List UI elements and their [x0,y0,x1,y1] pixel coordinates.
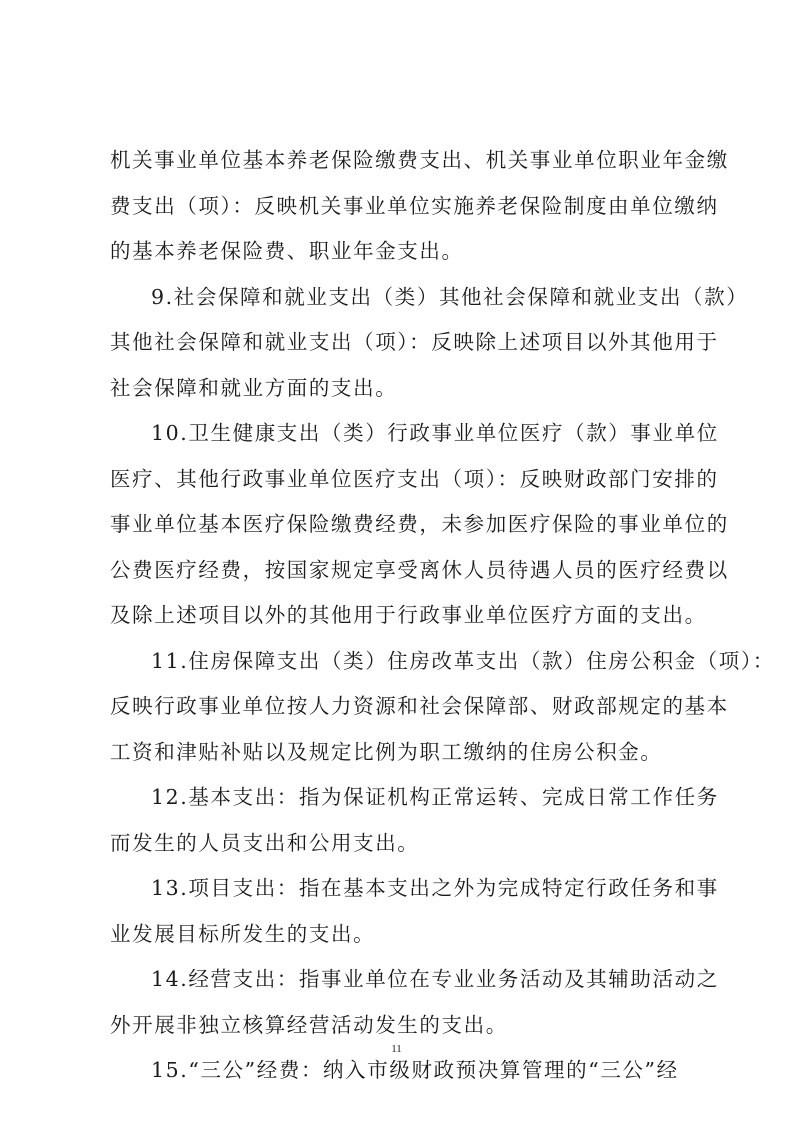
text-line: 公费医疗经费，按国家规定享受离休人员待遇人员的医疗经费以 [110,557,729,582]
text-line-item-12: 12.基本支出：指为保证机构正常运转、完成日常工作任务 [151,785,719,809]
text-line-item-13: 13.项目支出：指在基本支出之外为完成特定行政任务和事 [151,876,719,900]
text-line: 费支出（项）：反映机关事业单位实施养老保险制度由单位缴纳 [110,193,719,218]
text-line-item-15: 15.“三公”经费：纳入市级财政预决算管理的“三公”经 [151,1058,679,1082]
text-line: 机关事业单位基本养老保险缴费支出、机关事业单位职业年金缴 [110,148,729,172]
text-line: 的基本养老保险费、职业年金支出。 [110,239,464,263]
paragraph-block [110,138,775,1094]
text-line: 反映行政事业单位按人力资源和社会保障部、财政部规定的基本 [110,694,729,718]
text-line: 而发生的人员支出和公用支出。 [110,830,420,855]
text-line: 事业单位基本医疗保险缴费经费，未参加医疗保险的事业单位的 [110,512,729,536]
text-line: 社会保障和就业方面的支出。 [110,375,398,400]
text-line-item-10: 10.卫生健康支出（类）行政事业单位医疗（款）事业单位 [151,421,719,445]
text-line: 其他社会保障和就业支出（项）：反映除上述项目以外其他用于 [110,330,719,354]
text-line-item-14: 14.经营支出：指事业单位在专业业务活动及其辅助活动之 [151,967,719,991]
text-line: 业发展目标所发生的支出。 [110,921,376,946]
text-line: 工资和津贴补贴以及规定比例为职工缴纳的住房公积金。 [110,739,663,764]
page-number: 11 [391,1043,402,1055]
body-text [110,138,775,1094]
text-line: 及除上述项目以外的其他用于行政事业单位医疗方面的支出。 [110,603,707,627]
text-line: 医疗、其他行政事业单位医疗支出（项）：反映财政部门安排的 [110,466,719,491]
text-line-item-9: 9.社会保障和就业支出（类）其他社会保障和就业支出（款） [151,284,749,309]
text-line-item-11: 11.住房保障支出（类）住房改革支出（款）住房公积金（项）： [151,648,775,673]
text-line: 外开展非独立核算经营活动发生的支出。 [110,1012,508,1037]
